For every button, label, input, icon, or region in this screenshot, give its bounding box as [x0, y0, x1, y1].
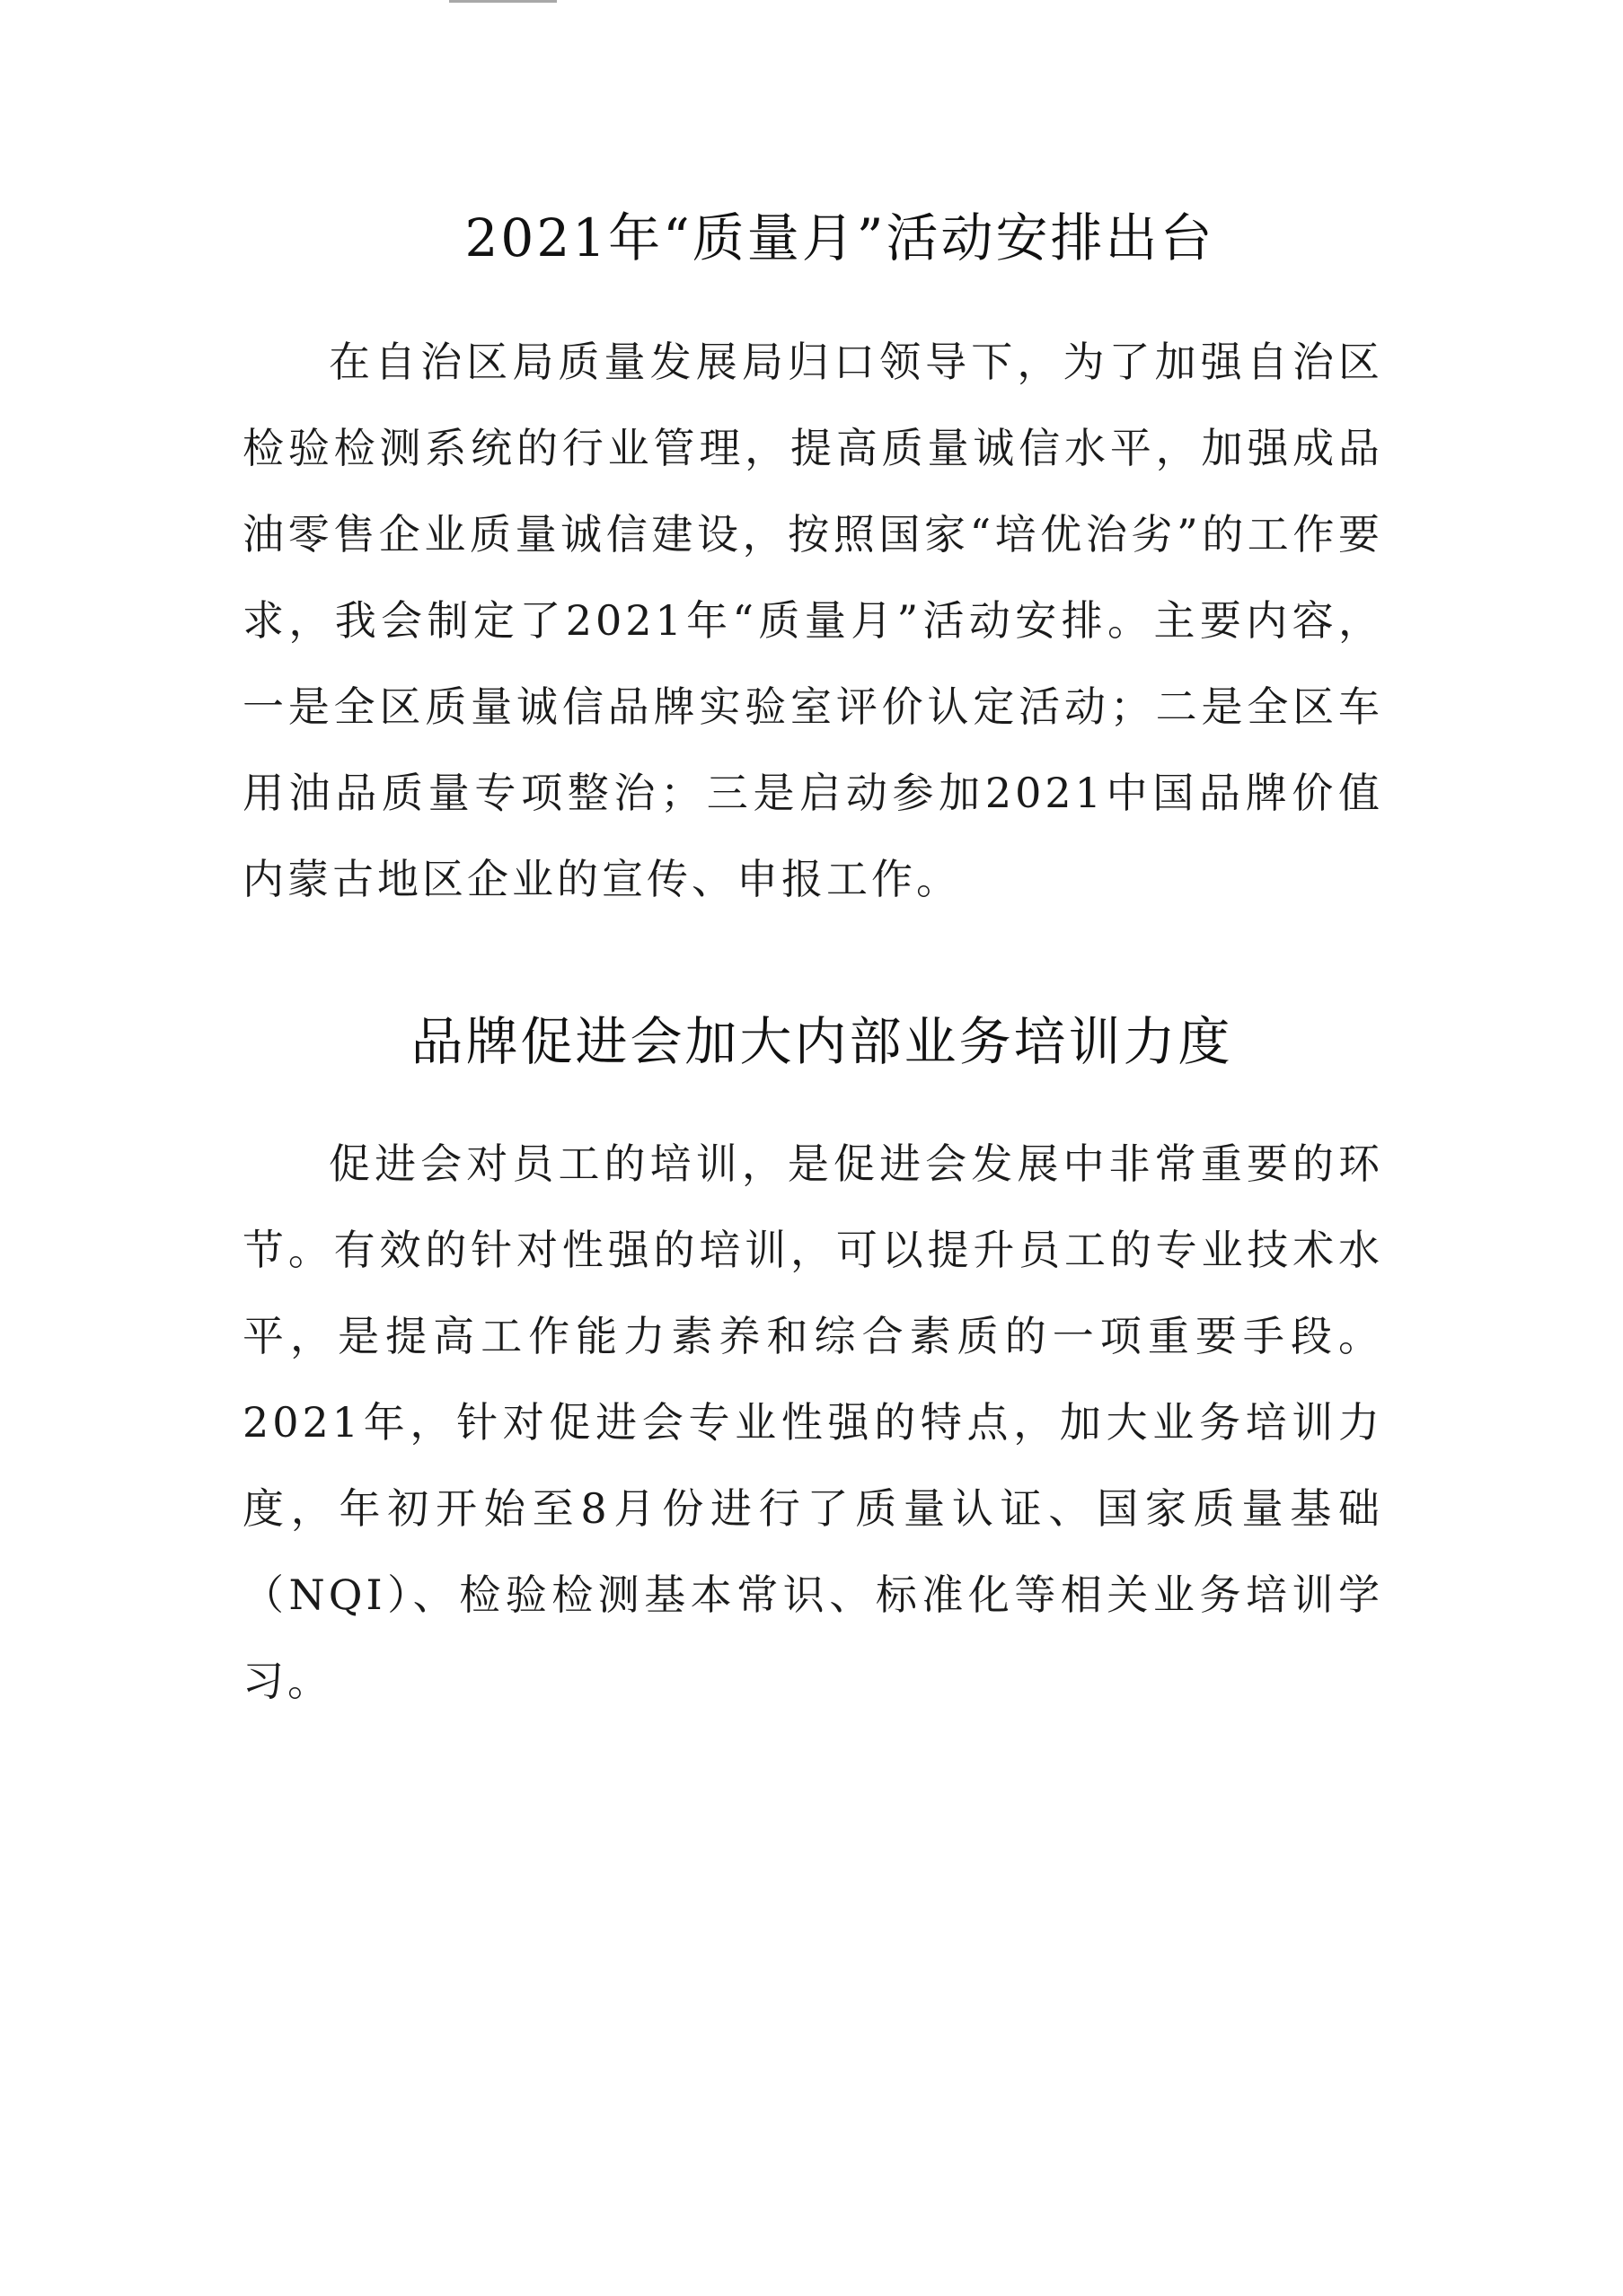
article-heading: 品牌促进会加大内部业务培训力度 [410, 1011, 1233, 1072]
article-heading: 2021年“质量月”活动安排出台 [464, 207, 1215, 268]
scan-mark [449, 0, 557, 3]
article-section-training [243, 1006, 1383, 1724]
article-paragraph: 促进会对员工的培训，是促进会发展中非常重要的环节。有效的针对性强的培训，可以提升员工的专业技术水平，是提高工作能力素养和综合素质的一项重要手段。2021年，针对促进会专业性强的特点，加大业务培训力度，年初开始至8月份进行了质量认证、国家质量基础（NQI）、检验检测基本常识、标准化等相关业务培训学习。 [243, 1139, 1383, 1705]
article-section-quality-month [243, 202, 1383, 922]
article-paragraph: 在自治区局质量发展局归口领导下，为了加强自治区检验检测系统的行业管理，提高质量诚信水平，加强成品油零售企业质量诚信建设，按照国家“培优治劣”的工作要求，我会制定了2021年“质量月”活动安排。主要内容，一是全区质量诚信品牌实验室评价认定活动；二是全区车用油品质量专项整治；三是启动参加2021中国品牌价值内蒙古地区企业的宣传、申报工作。 [243, 338, 1383, 903]
